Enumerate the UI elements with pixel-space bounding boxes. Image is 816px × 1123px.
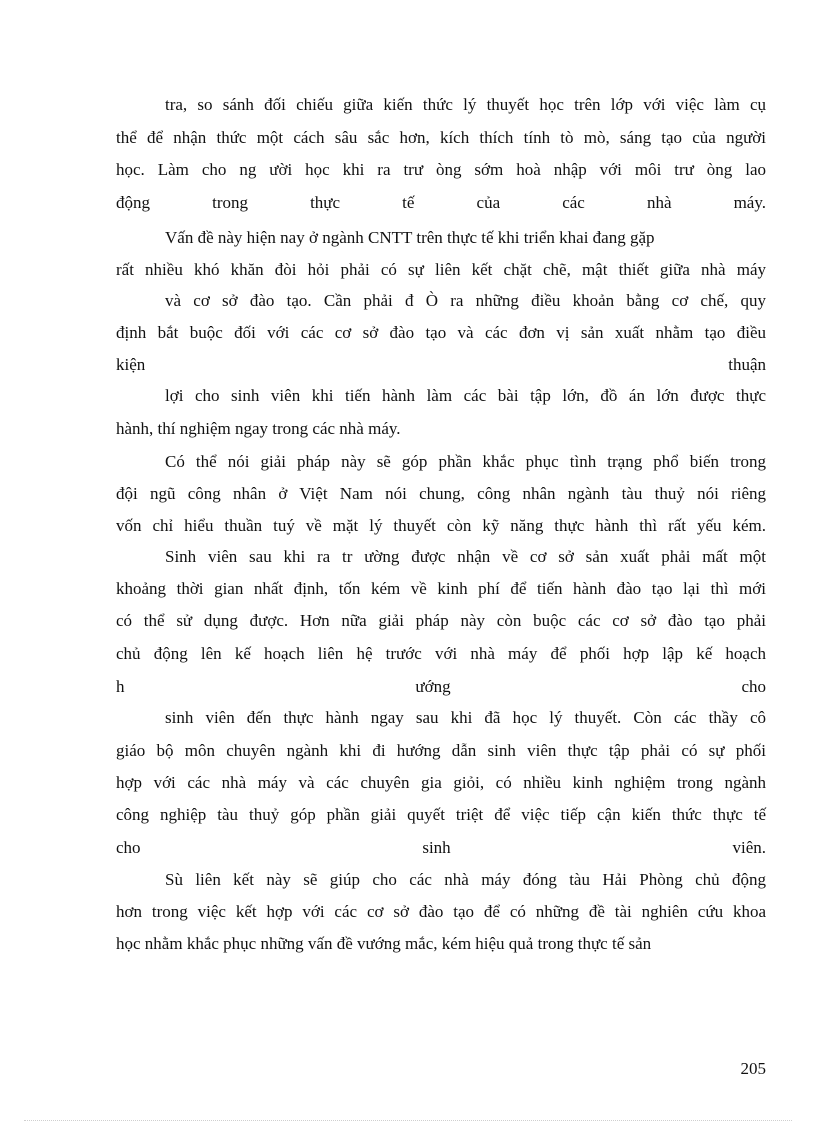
text-line-27: học nhằm khắc phục những vấn đề vướng mắc, kém hiệu quả trong thực tế sản [116,934,652,953]
text-line-18: chủ động lên kế hoạch liên hệ trước với nhà máy để phối hợp lập kế hoạch [116,644,766,663]
text-line-9: kiện thuận [116,355,766,374]
text-line-8: định bắt buộc đối với các cơ sở đào tạo và các đơn vị sản xuất nhằm tạo điều [116,323,766,342]
text-line-11: hành, thí nghiệm ngay trong các nhà máy. [116,419,401,438]
text-line-7: và cơ sở đào tạo. Cần phải đ Ò ra những điều khoản bằng cơ chế, quy [165,291,766,310]
text-line-20: sinh viên đến thực hành ngay sau khi đã học lý thuyết. Còn các thầy cô [165,708,766,727]
text-line-1: tra, so sánh đối chiếu giữa kiến thức lý thuyết học trên lớp với việc làm cụ [165,95,766,114]
text-line-10: lợi cho sinh viên khi tiến hành làm các bài tập lớn, đồ án lớn được thực [165,386,766,405]
page-bottom-border [24,1120,792,1121]
text-line-2: thể để nhận thức một cách sâu sắc hơn, kích thích tính tò mò, sáng tạo của người [116,128,766,147]
page-number: 205 [740,1059,766,1078]
text-line-22: hợp với các nhà máy và các chuyên gia giỏi, có nhiều kinh nghiệm trong ngành [116,773,766,792]
text-line-23: công nghiệp tàu thuỷ góp phần giải quyết triệt để việc tiếp cận kiến thức thực tế [116,805,766,824]
text-line-12: Có thể nói giải pháp này sẽ góp phần khắc phục tình trạng phổ biến trong [165,452,766,471]
text-line-13: đội ngũ công nhân ở Việt Nam nói chung, công nhân ngành tàu thuỷ nói riêng [116,484,766,503]
text-line-26: hơn trong việc kết hợp với các cơ sở đào tạo để có những đề tài nghiên cứu khoa [116,902,766,921]
text-line-25: Sù liên kết này sẽ giúp cho các nhà máy đóng tàu Hải Phòng chủ động [165,870,766,889]
text-line-4: động trong thực tế của các nhà máy. [116,193,766,212]
text-line-24: cho sinh viên. [116,838,766,857]
text-line-19: h ướng cho [116,677,766,696]
text-line-16: khoảng thời gian nhất định, tốn kém về kinh phí để tiến hành đào tạo lại thì mới [116,579,766,598]
text-line-15: Sinh viên sau khi ra tr ường được nhận về cơ sở sản xuất phải mất một [165,547,766,566]
text-line-6: rất nhiều khó khăn đòi hỏi phải có sự liên kết chặt chẽ, mật thiết giữa nhà máy [116,260,766,279]
text-line-14: vốn chỉ hiểu thuần tuý về mặt lý thuyết còn kỹ năng thực hành thì rất yếu kém. [116,516,766,535]
text-line-17: có thể sử dụng được. Hơn nữa giải pháp này còn buộc các cơ sở đào tạo phải [116,611,766,630]
text-line-3: học. Làm cho ng ười học khi ra trư òng sớm hoà nhập với môi trư òng lao [116,160,766,179]
text-line-21: giáo bộ môn chuyên ngành khi đi hướng dẫn sinh viên thực tập phải có sự phối [116,741,766,760]
text-line-5: Vấn đề này hiện nay ở ngành CNTT trên thực tế khi triển khai đang gặp [165,228,655,247]
